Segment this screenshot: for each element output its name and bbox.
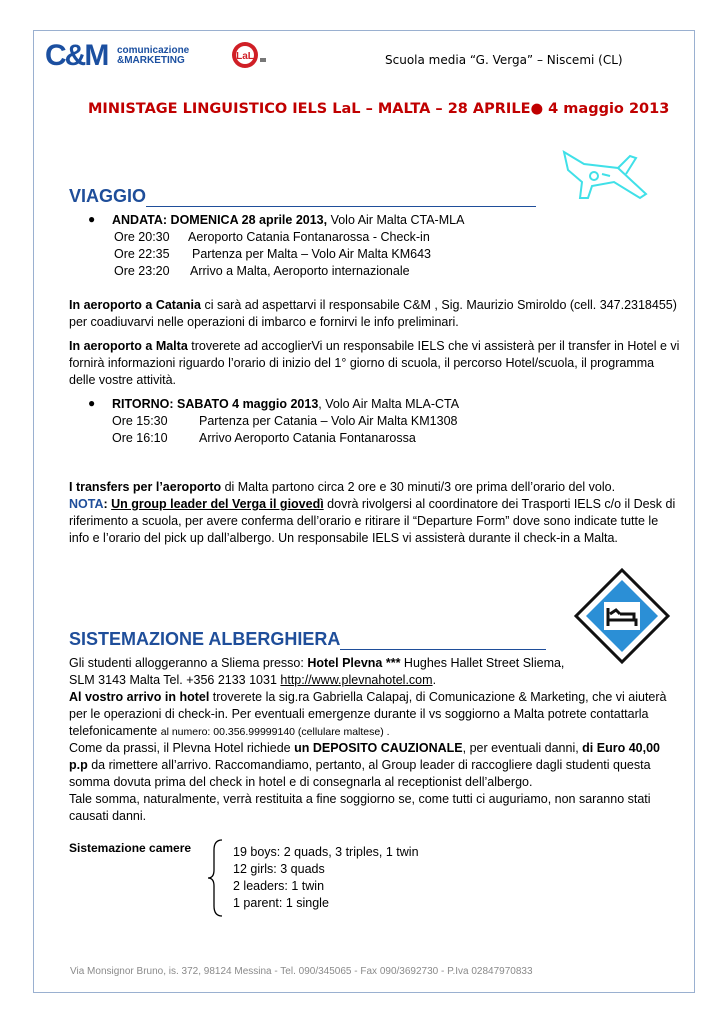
malta-paragraph-line1: In aeroporto a Malta troverete ad accoglierVi un responsabile IELS che vi assisterà per il transfer in Hotel e vi [69, 339, 680, 353]
andata-line: ANDATA: DOMENICA 28 aprile 2013, Volo Air Malta CTA-MLA [112, 213, 465, 227]
hotel-line4: per le operazioni di check-in. Per eventuali emergenze durante il vs soggiorno a Malta potrete contattarla [69, 707, 649, 721]
school-name: Scuola media “G. Verga” – Niscemi (CL) [385, 53, 623, 67]
lal-logo [230, 40, 270, 72]
hotel-line1: Gli studenti alloggeranno a Sliema presso: Hotel Plevna *** Hughes Hallet Street Sliema, [69, 656, 565, 670]
malta-paragraph-line2: fornirà informazioni riguardo l’orario di inizio del 1° giorno di scuola, il percorso Hotel/scuola, il programma [69, 356, 655, 370]
hotel-line7: p.p da rimettere all’arrivo. Raccomandiamo, pertanto, al Group leader di raccogliere dagli studenti questa [69, 758, 651, 772]
curly-brace [206, 838, 226, 923]
andata-row: Ore 23:20 Arrivo a Malta, Aeroporto internazionale [114, 264, 410, 278]
andata-row: Ore 22:35 Partenza per Malta – Volo Air Malta KM643 [114, 247, 432, 261]
ritorno-line: RITORNO: SABATO 4 maggio 2013, Volo Air Malta MLA-CTA [112, 397, 460, 411]
hotel-line8: somma dovuta prima del check in hotel e di consegnarla al receptionist dell’albergo. [69, 775, 533, 789]
catania-paragraph-line1: In aeroporto a Catania ci sarà ad aspettarvi il responsabile C&M , Sig. Maurizio Smiroldo (cell. 347.2318455) [69, 298, 677, 312]
cm-logo [45, 40, 205, 74]
hotel-website-link[interactable]: http://www.plevnahotel.com [280, 673, 433, 687]
airplane-icon [558, 146, 654, 213]
hotel-line6: Come da prassi, il Plevna Hotel richiede un DEPOSITO CAUZIONALE, per eventuali danni, di Euro 40,00 [69, 741, 660, 755]
hotel-line5: telefonicamente al numero: 00.356.99999140 (cellulare maltese) . [69, 724, 390, 738]
nota-line1: NOTA: Un group leader del Verga il giovedì dovrà rivolgersi al coordinatore dei Trasporti IELS c/o il Desk di [69, 497, 676, 511]
cm-logo-mark: C&M [45, 39, 108, 72]
lal-logo-text: LaL [236, 51, 254, 62]
room-item: 12 girls: 3 quads [233, 862, 325, 876]
room-item: 1 parent: 1 single [233, 896, 329, 910]
section-heading-hotel: SISTEMAZIONE ALBERGHIERA [69, 629, 546, 650]
andata-row: Ore 20:30 Aeroporto Catania Fontanarossa - Check-in [114, 230, 430, 244]
transfer-paragraph: I transfers per l’aeroporto di Malta partono circa 2 ore e 30 minuti/3 ore prima dell’orario del volo. [69, 480, 616, 494]
ritorno-row: Ore 16:10 Arrivo Aeroporto Catania Fontanarossa [112, 431, 416, 445]
footer-address: Via Monsignor Bruno, is. 372, 98124 Messina - Tel. 090/345065 - Fax 090/3692730 - P.Iva 02847970833 [70, 966, 533, 977]
hotel-line3: Al vostro arrivo in hotel troverete la sig.ra Gabriella Calapaj, di Comunicazione & Marketing, che vi aiuterà [69, 690, 667, 704]
room-item: 19 boys: 2 quads, 3 triples, 1 twin [233, 845, 419, 859]
hotel-line10: causati danni. [69, 809, 147, 823]
section-heading-viaggio: VIAGGIO [69, 186, 536, 207]
nota-line3: info e l’orario del pick up dall’albergo. Un responsabile IELS vi assisterà durante il check-in a Malta. [69, 531, 618, 545]
rooms-label: Sistemazione camere [69, 841, 192, 855]
page-title: MINISTAGE LINGUISTICO IELS LaL – MALTA – 28 APRILE● 4 maggio 2013 [88, 101, 670, 117]
bullet-ritorno: ● [88, 396, 96, 410]
malta-paragraph-line3: delle vostre attività. [69, 373, 176, 387]
hotel-line9: Tale somma, naturalmente, verrà restituita a fine soggiorno se, come tutti ci auguriamo, non saranno stati [69, 792, 651, 806]
cm-logo-line2: &MARKETING [117, 55, 185, 66]
bullet-andata: ● [88, 212, 96, 226]
hotel-line2: SLM 3143 Malta Tel. +356 2133 1031 http://www.plevnahotel.com. [69, 673, 437, 687]
cm-logo-line1: comunicazione [117, 45, 190, 56]
hotel-bed-sign-icon [572, 566, 672, 671]
ritorno-row: Ore 15:30 Partenza per Catania – Volo Air Malta KM1308 [112, 414, 458, 428]
room-item: 2 leaders: 1 twin [233, 879, 325, 893]
nota-line2: riferimento a scuola, per avere conferma dell’orario e ritirare il “Departure Form” dove sono indicate tutte le [69, 514, 659, 528]
catania-paragraph-line2: per coadiuvarvi nelle operazioni di imbarco e fornirvi le info preliminari. [69, 315, 459, 329]
